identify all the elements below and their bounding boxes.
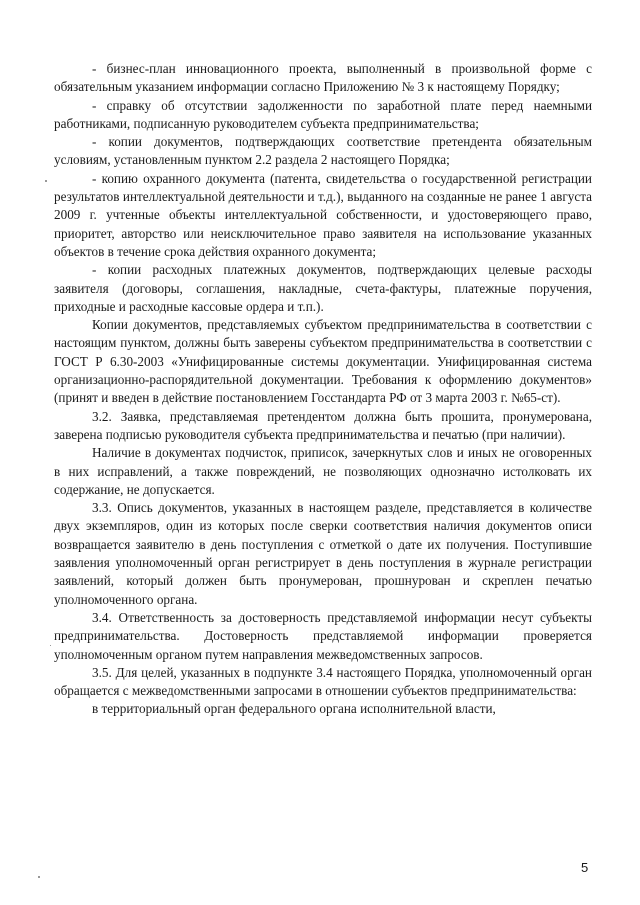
paragraph-3-3: 3.3. Опись документов, указанных в настоящем разделе, представляется в количестве двух экземпляров, один из которых после сверки соответствия наличия документов описи возвращается заявителю в день поступления с отметкой о дате их получения. Поступившие заявления уполномоченный орган регистрирует в день поступления в журнале регистрации заявлений, который должен быть пронумерован, прошнурован и скреплен печатью уполномоченного органа. bbox=[54, 500, 592, 607]
paragraph-territorial-body: в территориальный орган федерального органа исполнительной власти, bbox=[92, 701, 496, 717]
document-body bbox=[54, 60, 592, 719]
paragraph-no-debt-certificate: - справку об отсутствии задолженности по заработной плате перед наемными работниками, подписанную руководителем субъекта предпринимательства; bbox=[54, 97, 592, 131]
paragraph-no-corrections: Наличие в документах подчисток, приписок, зачеркнутых слов и иных не оговоренных в них исправлений, а также повреждений, не позволяющих однозначно истолковать их содержание, не допускается. bbox=[54, 445, 592, 497]
scan-speck bbox=[45, 180, 47, 182]
paragraph-compliance-copies: - копии документов, подтверждающих соответствие претендента обязательным условиям, установленным пунктом 2.2 раздела 2 настоящего Порядка; bbox=[54, 134, 592, 168]
scan-speck bbox=[38, 876, 40, 878]
paragraph-business-plan: - бизнес-план инновационного проекта, выполненный в произвольной форме с обязательным указанием информации согласно Приложению № 3 к настоящему Порядку; bbox=[54, 61, 592, 95]
paragraph-payment-documents: - копии расходных платежных документов, подтверждающих целевые расходы заявителя (договоры, соглашения, накладные, счета-фактуры, платежные поручения, приходные и расходные кассовые ордера и т.п.). bbox=[54, 262, 592, 314]
paragraph-3-5: 3.5. Для целей, указанных в подпункте 3.4 настоящего Порядка, уполномоченный орган обращается с межведомственными запросами в отношении субъектов предпринимательства: bbox=[54, 664, 592, 699]
paragraph-3-2: 3.2. Заявка, представляемая претендентом должна быть прошита, пронумерована, заверена подписью руководителя субъекта предпринимательства и печатью (при наличии). bbox=[54, 408, 592, 442]
scan-speck bbox=[50, 645, 51, 646]
paragraph-3-4: 3.4. Ответственность за достоверность представляемой информации несут субъекты предпринимательства. Достоверность представляемой информации проверяется уполномоченным органом путем направления межведомственных запросов. bbox=[54, 609, 592, 662]
paragraph-protection-document: - копию охранного документа (патента, свидетельства о государственной регистрации результатов интеллектуальной деятельности и т.д.), выданного на созданные не ранее 1 августа 2009 г. учтенные объекты интеллектуальной собственности, и удостоверяющего право, приоритет, авторство или неисключительное право заявителя на использование указанных объектов в течение срока действия охранного документа; bbox=[54, 170, 592, 259]
page-number: 5 bbox=[581, 860, 589, 875]
paragraph-copies-certification: Копии документов, представляемых субъектом предпринимательства в соответствии с настоящим пунктом, должны быть заверены субъектом предпринимательства в соответствии с ГОСТ Р 6.30-2003 «Унифицированные системы документации. Унифицированная система организационно-распорядительной документации. Требования к оформлению документов» (принят и введен в действие постановлением Госстандарта РФ от 3 марта 2003 г. №65-ст). bbox=[54, 317, 592, 406]
